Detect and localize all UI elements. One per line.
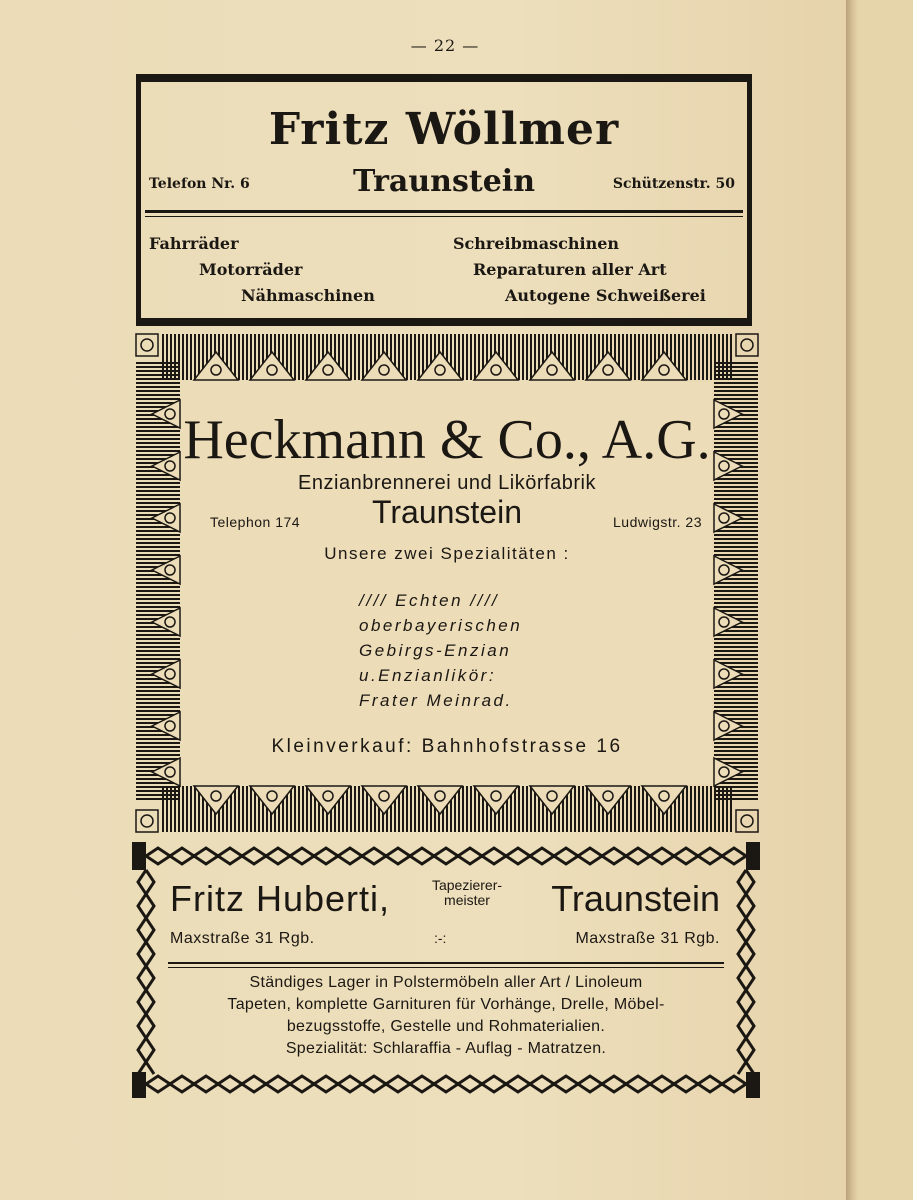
divider-rule — [168, 967, 724, 968]
page-number: — 22 — — [410, 36, 480, 55]
heckmann-city: Traunstein — [372, 494, 522, 530]
huberti-name: Fritz Huberti, — [170, 878, 391, 919]
ad-huberti — [132, 842, 760, 1098]
woellmer-street: Schützenstr. 50 — [612, 176, 735, 192]
service-item: Motorräder — [199, 260, 303, 279]
huberti-description — [164, 972, 728, 1060]
huberti-title-line: meister — [444, 892, 490, 908]
service-item: Reparaturen aller Art — [473, 260, 667, 279]
service-item: Autogene Schweißerei — [505, 286, 706, 305]
ad-heckmann — [134, 330, 760, 840]
specialty-line: //// Echten //// — [359, 591, 500, 610]
heckmann-subtitle: Enzianbrennerei und Likörfabrik — [298, 472, 596, 494]
description-line: Tapeten, komplette Garnituren für Vorhänge, Drelle, Möbel- — [227, 996, 665, 1013]
heckmann-specialties-heading: Unsere zwei Spezialitäten : — [324, 544, 570, 563]
description-line: Ständiges Lager in Polstermöbeln aller Art / Linoleum — [249, 974, 643, 991]
adjacent-page-margin — [858, 0, 913, 1200]
heckmann-specialties — [359, 588, 522, 713]
heckmann-street: Ludwigstr. 23 — [613, 514, 702, 530]
specialty-line: u.Enzianlikör: — [359, 666, 497, 685]
huberti-address: Maxstraße 31 Rgb. — [575, 930, 720, 947]
ornamental-border — [134, 330, 760, 840]
address-separator: :-: — [434, 930, 447, 946]
woellmer-city: Traunstein — [352, 164, 536, 199]
description-line: bezugsstoffe, Gestelle und Rohmaterialien. — [286, 1018, 606, 1035]
specialty-line: Gebirgs-Enzian — [359, 641, 512, 660]
service-item: Nähmaschinen — [241, 286, 375, 305]
woellmer-name: Fritz Wöllmer — [268, 104, 620, 155]
heckmann-phone: Telephon 174 — [210, 514, 301, 530]
service-item: Schreibmaschinen — [453, 234, 620, 253]
divider-rule — [168, 962, 724, 964]
woellmer-phone: Telefon Nr. 6 — [149, 176, 250, 192]
huberti-address: Maxstraße 31 Rgb. — [170, 930, 315, 947]
divider-rule — [145, 216, 743, 217]
ad-woellmer — [136, 74, 752, 326]
page-edge — [846, 0, 858, 1200]
description-line: Spezialität: Schlaraffia - Auflag - Matratzen. — [285, 1040, 607, 1057]
divider-rule — [145, 210, 743, 213]
huberti-city: Traunstein — [551, 878, 720, 919]
huberti-title — [422, 878, 512, 908]
heckmann-firm-name: Heckmann & Co., A.G. — [183, 409, 711, 471]
specialty-line: oberbayerischen — [359, 616, 523, 635]
service-item: Fahrräder — [149, 234, 239, 253]
specialty-line: Frater Meinrad. — [359, 691, 513, 710]
huberti-title-line: Tapezierer- — [431, 877, 503, 893]
heckmann-retail: Kleinverkauf: Bahnhofstrasse 16 — [271, 736, 623, 757]
